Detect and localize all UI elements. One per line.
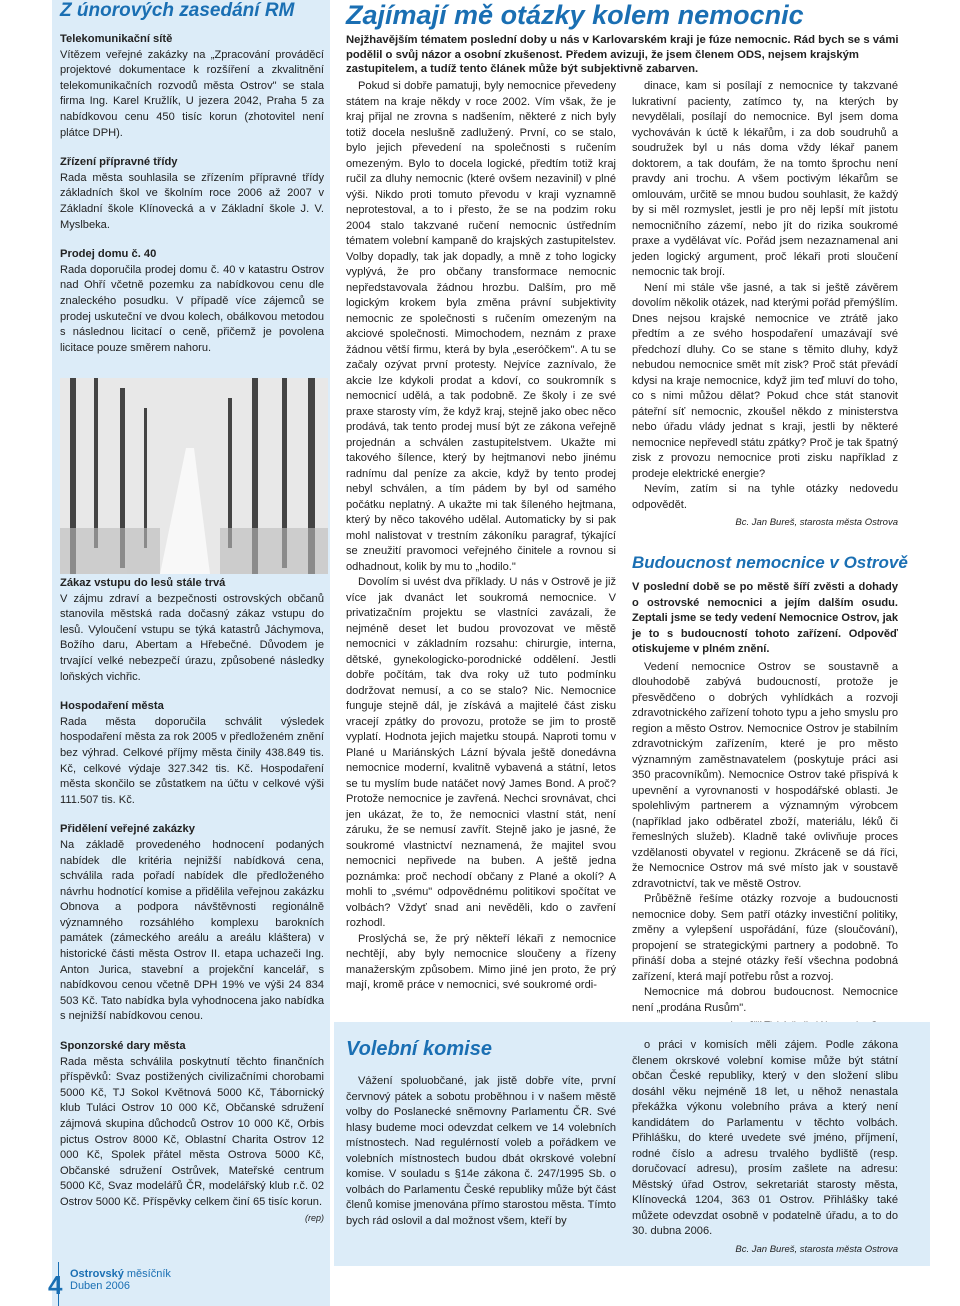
- issue-date: Duben 2006: [70, 1280, 130, 1292]
- magazine-subtitle: měsíčník: [126, 1268, 171, 1280]
- sub-article-lead: V poslední době se po městě šíří zvěsti a dohady o ostrovské nemocnici a jejím dalším osudu. Zeptali jsme se tedy vedení Nemocnice Ostrov, jak je to s budoucností tohoto zařízení. Odpověď otiskujeme v plném znění.: [632, 581, 898, 655]
- sub-article-title: Budoucnost nemocnice v Ostrově: [632, 552, 908, 572]
- section-heading: Prodej domu č. 40: [60, 248, 157, 261]
- paragraph: o práci v komisích měli zájem. Podle zákona členem okrskové volební komise může být státní občan České republiky, který v den složení slibu dosáhl věku nejméně 18 let, u něhož nenastala překážka výkonu volebního práva a který není kandidátem do Parlamentu v těchto volbách. Přihlášku, do které uvedete své jméno, příjmení, rodné číslo a adresu trvalého bydliště (resp. doručovací adresu), prosím zašlete na adresu: Městský úřad Ostrov, sekretariát starosty města, Klínovecká 1204, 363 01 Ostrov. Přihlášky také můžete odevzdat osobně v podatelně úřadu, a to do 30. dubna 2006.: [632, 1039, 898, 1237]
- article-title: Zajímají mě otázky kolem nemocnic: [346, 0, 804, 30]
- paragraph: Dovolím si uvést dva příklady. U nás v Ostrově je již více jak dvanáct let soukromá nemocnice. V privatizačním projektu se vlastníci zavázali, že nejméně deset let budou provozovat ve městě nemocnici v základním rozsahu: chirurgie, interna, dětské, gynekologicko-porodnické oddělení. Jestli dobře počítám, tak dva roky už tuto podmínku dodržovat nemusí, a co se stalo? Nic. Nemocnice funguje stejně dál, je získává a majitelé část zisku vracejí zpátky do provozu, protože se jim to prostě vyplatí. Hodnota jejich majetku stoupá. Naproti tomu v Plané u Mariánských Lázní bývala ještě donedávna nemocnice moderní, kvalitně vybavená a státní, letos se tu myslím bude natáčet nový James Bond. A proč? Protože nemocnice je zavřená. Nechci srovnávat, chci jen ukázat, že to, že nemocnici vlastní stát, není záruku, že se nemusí zavřít. Stejně jako je jasné, že soukromé vlastnictví neznamená, že majitel svou nemocnici nepřivede na buben. A ještě jedna poznámka: proč nechodí občany z Plané a okolí? A mohli to „svému" odpovědnému politikovi spočítat ve volbách? Vždyť snad ani nevěděli, kdo o zavření rozhodl.: [346, 576, 616, 929]
- section-text: Rada doporučila prodej domu č. 40 v katastru Ostrov nad Ohří včetně pozemku za nabídkovou cenu dle znaleckého posudku. V případě více zájemců se prodej uskuteční ve dvou kolech, obálkovou metodou s následnou licitací o ceně, přičemž je povolena licitace pouze směrem nahoru.: [60, 263, 324, 354]
- article-column-2: [632, 79, 908, 1034]
- magazine-name: [70, 1268, 171, 1292]
- section-heading: Hospodaření města: [60, 700, 164, 713]
- section-heading: Zákaz vstupu do lesů stále trvá: [60, 577, 226, 589]
- paragraph: Nevím, zatím si na tyhle otázky nedovedu odpovědět.: [632, 483, 898, 511]
- article-column-1: [346, 79, 616, 994]
- paragraph: Vedení nemocnice Ostrov se soustavně a dlouhodobě zabývá budoucností, protože je přesvědčeno o dobrých vyhlídkách a rozvoji zdravotnického zařízení tohoto typu a jeho smyslu pro region a město Ostrov. Nemocnice Ostrov je stabilním zdravotnickým zařízením, které je pro město významným zaměstnavatelem (poskytuje práci asi 350 pracovníkům). Nemocnice Ostrov také přispívá k upevnění a vyrovnanosti v hospodářské oblasti. Je spolehlivým partnerem a významným výrobcem (například jako odběratel zboží, materiálu, léků či řemeslných služeb). Kladně také ovlivňuje proces vzdělanosti obyvatel v regionu. Zkráceně se dá říci, že Nemocnice Ostrov má své místo jak v soustavě zdravotnictví, tak ve městě Ostrov.: [632, 660, 898, 890]
- author-signature: Bc. Jan Bureš, starosta města Ostrova: [735, 1243, 898, 1255]
- author-initials: (rep): [304, 1212, 324, 1223]
- section-text: V zájmu zdraví a bezpečnosti ostrovských občanů stanovila městská rada dočasný zákaz vstupu do lesů. Vyloučení vstupu se týká katastrů Jáchymova, Božího daru, Abertam a Hřebečné. Důvodem je trvající velké nebezpečí úrazu, způsobené následky loňských vichřic.: [60, 592, 324, 683]
- section-text: [60, 1055, 324, 1223]
- winter-forest-illustration: [60, 378, 328, 574]
- sponsor-text: Rada města schválila poskytnutí těchto finančních příspěvků: Svaz postižených civilizačními chorobami 5000 Kč, TJ Sokol Květnová 5000 Kč, Tábornický klub Tuláci Ostrov 10 000 Kč, Občanské sdružení zájmová skupina důchodců Ostrov 10 000 Kč, Orbis pictus Ostrov 8000 Kč, Oblastní Charita Ostrov 12 000 Kč, Spolek přátel města Ostrova 5000 Kč, Občanské sdružení Ostrůvek, Mateřské centrum 5000 Kč, Svaz modelářů ČR, modelářský klub r.č. 02 Ostrov 5000 Kč. Příspěvky celkem činí 65 tisíc korun.: [60, 1055, 324, 1208]
- paragraph: Pokud si dobře pamatuji, byly nemocnice převedeny státem na kraje někdy v roce 2002. Vím však, že je kraj přijal ne zrovna s nadšením, některé z nich byly totiž docela neslušně zadlužený. První, co se stalo, bylo jejich převedení na společnosti s ručením omezeným. Bylo to docela logické, předtím totiž kraj ručil za dluhy nemocnic (které ovšem nezavinil) v plné výši. Nikdo proti tomuto převodu v kraji vyznamně neprotestoval, a to i přesto, že se na podzim roku 2004 stalo takzvané ručení nemocnic ústředním tématem volební kampaně do krajských zastupitelstev. Volby dopadly, tak jak dopadly, a mně z toho logicky vyplývá, že pro občany transformace nemocnic nepředstavovala žádnou hrozbu. Dalším, pro mě logickým krokem byla změna právní subjektivity nemocnic ze společnosti s ručením omezeným na akciové společnosti. Mimochodem, neznám z praxe žádnou větší firmu, která by byla „eseróčkem". A tu se začaly ozývat první protesty. Nejvíce zaznívalo, že akcie lze kdykoli prodat a kdoví, co soukromník s nemocnicí udělá, a tak podobně. Ze školy i ze své praxe starosty vím, že když kraj, stejně jako obec něco prodává, tak tento prodej musí být ze zákona veřejně projednán a schválen zastupitelstvem. Ukažte mi takového šílence, který by hejtmanovi nebo jinému radnímu dal peníze za akcie, když by tento prodej nebyl schválen, a tím pádem by byl od samého počátku neplatný. A ukažte mi tak šíleného hejtmana, který by něco takového udělal. Automaticky by si pak mohl nalistovat v trestním zákoníku paragraf, týkající se zneužití pravomoci veřejného činitele a rovnou si odhadnout, kolik by mu to „hodilo.": [346, 80, 616, 573]
- section-text: Na základě provedeného hodnocení podaných nabídek dle kritéria nejnižší nabídková cena, schválila rada pořadí nabídek dle předloženého návrhu hodnotící komise a přidělila veřejnou zakázku Obnova a podpora návštěvnosti regionálně významného rozsáhlého komplexu barokních památek (zámeckého areálu a areálu kláštera) v historické části města Ostrov II. etapa uchazeči Ing. Anton Jurica, stavební a projekční kancelář, s nabídkovou cenou včetně DPH 19% ve výši 24 834 503 Kč. Tato nabídka byla vyhodnocena jako nabídka s nejnižší nabídkovou cenou.: [60, 838, 324, 1023]
- section-text: Rada města souhlasila se zřízením přípravné třídy základních škol ve školním roce 2006 až 2007 v Základní škole Klínovecká a v Základní škole J. V. Myslbeka.: [60, 171, 324, 231]
- paragraph: Není mi stále vše jasné, a tak si ještě závěrem dovolím několik otázek, nad kterými pořád přemýšlím. Dnes nejsou krajské nemocnice ve ztrátě jako předtím a ze svého hospodaření umazávají své předchozí dluhy. Co se stane s těmito dluhy, když nebudou nemocnice smět mít zisk? Proč stát převádí kdysi na kraje nemocnice, když jim teď mluví do toho, co s nimi můžou dělat? Pokud chce stát stanovit páteřní síť nemocnic, zkoušel někdo z ministerstva nebo úřadu vlády jednat s kraji, jestli by některé nemocnice nepřevedl státu zpátky? Proč je tak špatný zisk z provozu nemocnice proti zisku například z prodeje elektrické energie?: [632, 281, 898, 480]
- section-text: Vítězem veřejné zakázky na „Zpracování prováděcí projektové dokumentace k rozšíření a zkvalitnění telekomunikačních rozvodů města Ostrov" se stala firma Ing. Karel Kružlík, U jezera 2042, Praha 5 za nabídkovou cenu 450 tisíc korun (zhotovitel není plátce DPH).: [60, 48, 324, 139]
- election-box-title: Volební komise: [346, 1038, 492, 1060]
- winter-forest-photo: [60, 378, 328, 574]
- section-heading: Telekomunikační sítě: [60, 33, 173, 45]
- paragraph: Proslýchá se, že prý někteří lékaři z nemocnice nechtějí, aby byly nemocnice sloučeny a řízeny manažerským způsobem. Mimo jiné jen proto, že prý mají, kromě práce v nemocnici, své soukromé ordi-: [346, 932, 616, 991]
- election-column-1: [346, 1074, 616, 1229]
- paragraph: Vážení spoluobčané, jak jistě dobře víte, první červnový pátek a sobotu proběhnou i v našem městě volby do Poslanecké sněmovny Parlamentu ČR. Své hlasy budeme moci odevzdat celkem ve 14 volebních místnostech. Nad regulérností voleb a pořádkem ve volebních místnostech budou dbát okrskové volební komise. V souladu s §14e zákona č. 247/1995 Sb. o volbách do Parlamentu České republiky může být část členů komise jmenována přímo starostou města. Tímto bych rád oslovil a dal možnost všem, kteří by: [346, 1075, 616, 1227]
- magazine-title: Ostrovský: [70, 1268, 124, 1280]
- page-footer: [40, 1262, 340, 1306]
- election-column-2: [632, 1038, 898, 1257]
- section-heading: Sponzorské dary města: [60, 1040, 186, 1053]
- left-column-lower: [60, 576, 324, 1226]
- author-signature: Bc. Jan Bureš, starosta města Ostrova: [735, 517, 898, 528]
- page-number: 4: [48, 1270, 63, 1300]
- left-column-upper: [60, 32, 324, 370]
- left-column-title: Z únorových zasedání RM: [60, 0, 295, 21]
- article-lead: Nejžhavějším tématem poslední doby u nás v Karlovarském kraji je fúze nemocnic. Rád bych se s vámi podělil o svůj názor a osobní zkušenost. Předem avizuji, že jsem členem ODS, nejsem krajským zastupitelem, a tudíž tento článek může být subjektivně zabarven.: [346, 34, 899, 75]
- section-heading: Zřízení přípravné třídy: [60, 156, 178, 169]
- paragraph: Nemocnice má dobrou budoucnost. Nemocnice není „prodána Rusům".: [632, 986, 898, 1014]
- paragraph: dinace, kam si posílají z nemocnice ty takzvané lukrativní pacienty, zatímco ty, na kterých by nevydělali, posílají do nemocnice. Byl jsem doma vychováván k úctě k lékařům, i za dob soudruhů a soudružek byl u nás doma vždy lékař panem doktorem, a tak doufám, že na tomto šprochu není pravdy ani trochu. A všem poctivým lékařům se omlouvám, určitě se mnou budou souhlasit, že každý by si měl rozmyslet, jestli je pro něj lepší mít jistotu nemocničního zázemí, nebo jít do rizika soukromé praxe a vydělávat víc. Pořád jsem nezaznamenal ani jeden logický argument, proč lékaři proti sloučení nemocnic tak brojí.: [632, 80, 898, 278]
- section-heading: Přidělení veřejné zakázky: [60, 823, 195, 836]
- paragraph: Průběžně řešíme otázky rozvoje a budoucnosti nemocnice doby. Sem patří otázky investiční politiky, změny a vylepšení uspořádání, fúze (sloučování), propojení se strategickými partnery a podobně. To přináší doba a stejné otázky řeší všechna podobná zařízení, která mají potřebu růst a rozvoj.: [632, 893, 898, 983]
- section-text: Rada města doporučila schválit výsledek hospodaření města za rok 2005 v předloženém znění bez výhrad. Celkové příjmy města činily 438.849 tis. Kč, celkové výdaje 327.342 tis. Kč. Hospodaření města skončilo se zůstatkem na účtu v celkové výši 111.507 tis. Kč.: [60, 715, 324, 806]
